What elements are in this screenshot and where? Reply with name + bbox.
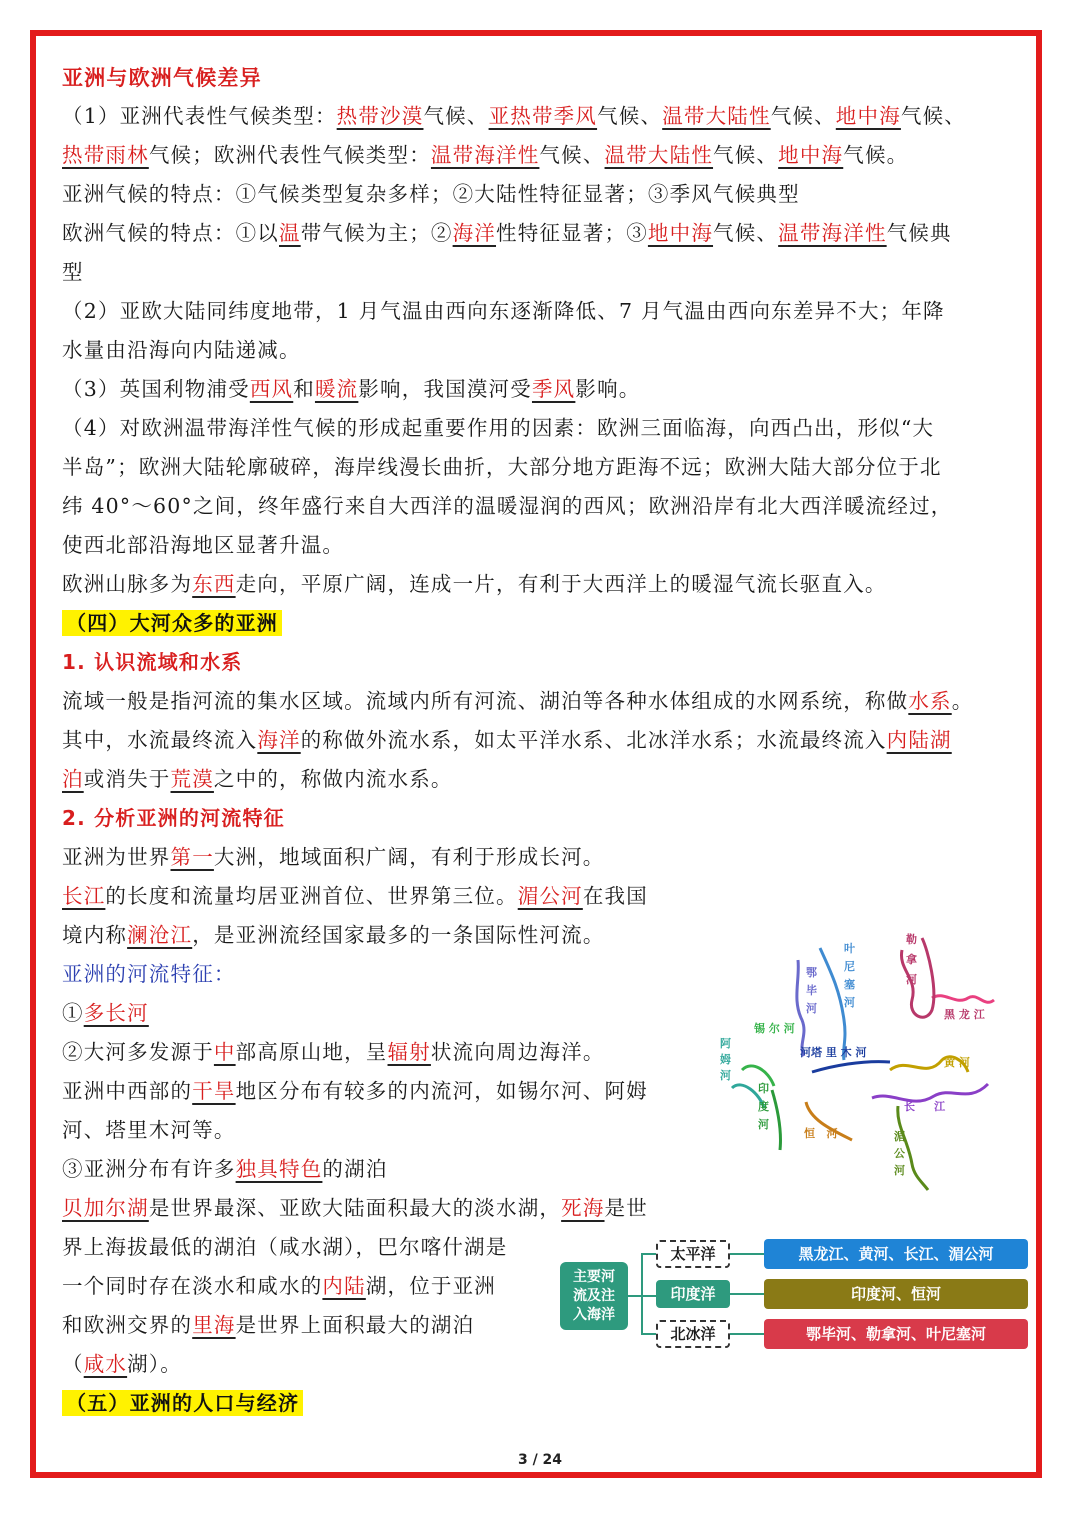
label-lena-3: 河 [906, 973, 917, 986]
ocean-arctic: 北冰洋 [656, 1320, 730, 1348]
paragraph: 泊或消失于荒漠之中的，称做内流水系。 [62, 767, 453, 791]
document-body [62, 58, 1022, 1423]
label-changjiang: 长 江 [904, 1100, 946, 1113]
rivers-indian: 印度河、恒河 [764, 1279, 1028, 1309]
label-amu: 阿 姆 河 [720, 1037, 731, 1082]
rivers-pacific: 黑龙江、黄河、长江、湄公河 [764, 1239, 1028, 1269]
label-indus: 印 度 河 [758, 1082, 769, 1131]
label-lena-2: 拿 [906, 953, 917, 966]
paragraph: 亚洲气候的特点：①气候类型复杂多样；②大陆性特征显著；③季风气候典型 [62, 182, 800, 206]
label-huanghe: 黄 河 [944, 1056, 970, 1069]
subsection-title: 2. 分析亚洲的河流特征 [62, 806, 285, 830]
feature-item: ①多长河 [62, 1001, 149, 1025]
paragraph: 亚洲为世界第一大洲，地域面积广阔，有利于形成长河。 [62, 845, 605, 869]
paragraph: 界上海拔最低的湖泊（咸水湖），巴尔喀什湖是 [62, 1235, 508, 1259]
label-mekong: 湄 公 河 [894, 1130, 905, 1177]
label-syr: 锡 尔 河 [754, 1022, 795, 1035]
paragraph: 欧洲气候的特点：①以温带气候为主；②海洋性特征显著；③地中海气候、温带海洋性气候典 [62, 221, 952, 245]
label-heilongjiang: 黑 龙 江 [944, 1008, 985, 1021]
feature-item: ②大河多发源于中部高原山地，呈辐射状流向周边海洋。 [62, 1040, 605, 1064]
paragraph: 贝加尔湖是世界最深、亚欧大陆面积最大的淡水湖，死海是世 [62, 1196, 648, 1220]
label-lena-1: 勒 [906, 933, 917, 946]
paragraph: 型 [62, 260, 84, 284]
paragraph: （1）亚洲代表性气候类型：热带沙漠气候、亚热带季风气候、温带大陆性气候、地中海气候、 [62, 104, 967, 128]
paragraph: 纬 40°～60°之间，终年盛行来自大西洋的温暖湿润的西风；欧洲沿岸有北大西洋暖流经过， [62, 494, 953, 518]
section-title-rivers: （四）大河众多的亚洲 [62, 604, 1022, 643]
paragraph: 使西北部沿海地区显著升温。 [62, 533, 345, 557]
paragraph: （4）对欧洲温带海洋性气候的形成起重要作用的因素：欧洲三面临海，向西凸出，形似“大 [62, 416, 935, 440]
rivers-oceans-diagram [560, 1234, 1030, 1354]
diagram-root: 主要河 流及注 入海洋 [560, 1262, 628, 1330]
paragraph: 半岛”；欧洲大陆轮廓破碎，海岸线漫长曲折，大部分地方距海不远；欧洲大陆大部分位于北 [62, 455, 942, 479]
label-ob: 鄂 毕 河 [806, 966, 817, 1015]
paragraph: 一个同时存在淡水和咸水的内陆湖，位于亚洲 [62, 1274, 497, 1298]
paragraph: （咸水湖）。 [62, 1352, 182, 1376]
paragraph: 和欧洲交界的里海是世界上面积最大的湖泊 [62, 1313, 475, 1337]
paragraph: 欧洲山脉多为东西走向，平原广阔，连成一片，有利于大西洋上的暖湿气流长驱直入。 [62, 572, 887, 596]
ocean-indian: 印度洋 [656, 1280, 730, 1308]
feature-item: 河、塔里木河等。 [62, 1118, 236, 1142]
rivers-arctic: 鄂毕河、勒拿河、叶尼塞河 [764, 1319, 1028, 1349]
page-number: 3 / 24 [517, 1452, 563, 1468]
paragraph: 流域一般是指河流的集水区域。流域内所有河流、湖泊等各种水体组成的水网系统，称做水系。 [62, 689, 974, 713]
paragraph: （2）亚欧大陆同纬度地带，1 月气温由西向东逐渐降低、7 月气温由西向东差异不大；年降 [62, 299, 945, 323]
paragraph: 水量由沿海向内陆递减。 [62, 338, 301, 362]
paragraph: 长江的长度和流量均居亚洲首位、世界第三位。湄公河在我国 [62, 884, 648, 908]
label-yenisei: 叶 尼 塞 河 [844, 942, 855, 1009]
label-ganges: 恒 河 [804, 1127, 838, 1140]
section-title-climate: 亚洲与欧洲气候差异 [62, 65, 262, 90]
feature-title: 亚洲的河流特征： [62, 962, 236, 986]
feature-item: 亚洲中西部的干旱地区分布有较多的内流河，如锡尔河、阿姆 [62, 1079, 648, 1103]
section-title-population: （五）亚洲的人口与经济 [62, 1384, 1022, 1423]
subsection-title: 1. 认识流域和水系 [62, 650, 243, 674]
paragraph: 境内称澜沧江，是亚洲流经国家最多的一条国际性河流。 [62, 923, 605, 947]
asia-rivers-map [712, 920, 1012, 1200]
label-tarim: 河塔 里 木 河 [800, 1046, 867, 1059]
feature-item: ③亚洲分布有许多独具特色的湖泊 [62, 1157, 388, 1181]
ocean-pacific: 太平洋 [656, 1240, 730, 1268]
paragraph: 热带雨林气候；欧洲代表性气候类型：温带海洋性气候、温带大陆性气候、地中海气候。 [62, 143, 909, 167]
paragraph: 其中，水流最终流入海洋的称做外流水系，如太平洋水系、北冰洋水系；水流最终流入内陆湖 [62, 728, 952, 752]
paragraph: （3）英国利物浦受西风和暖流影响，我国漠河受季风影响。 [62, 377, 641, 401]
